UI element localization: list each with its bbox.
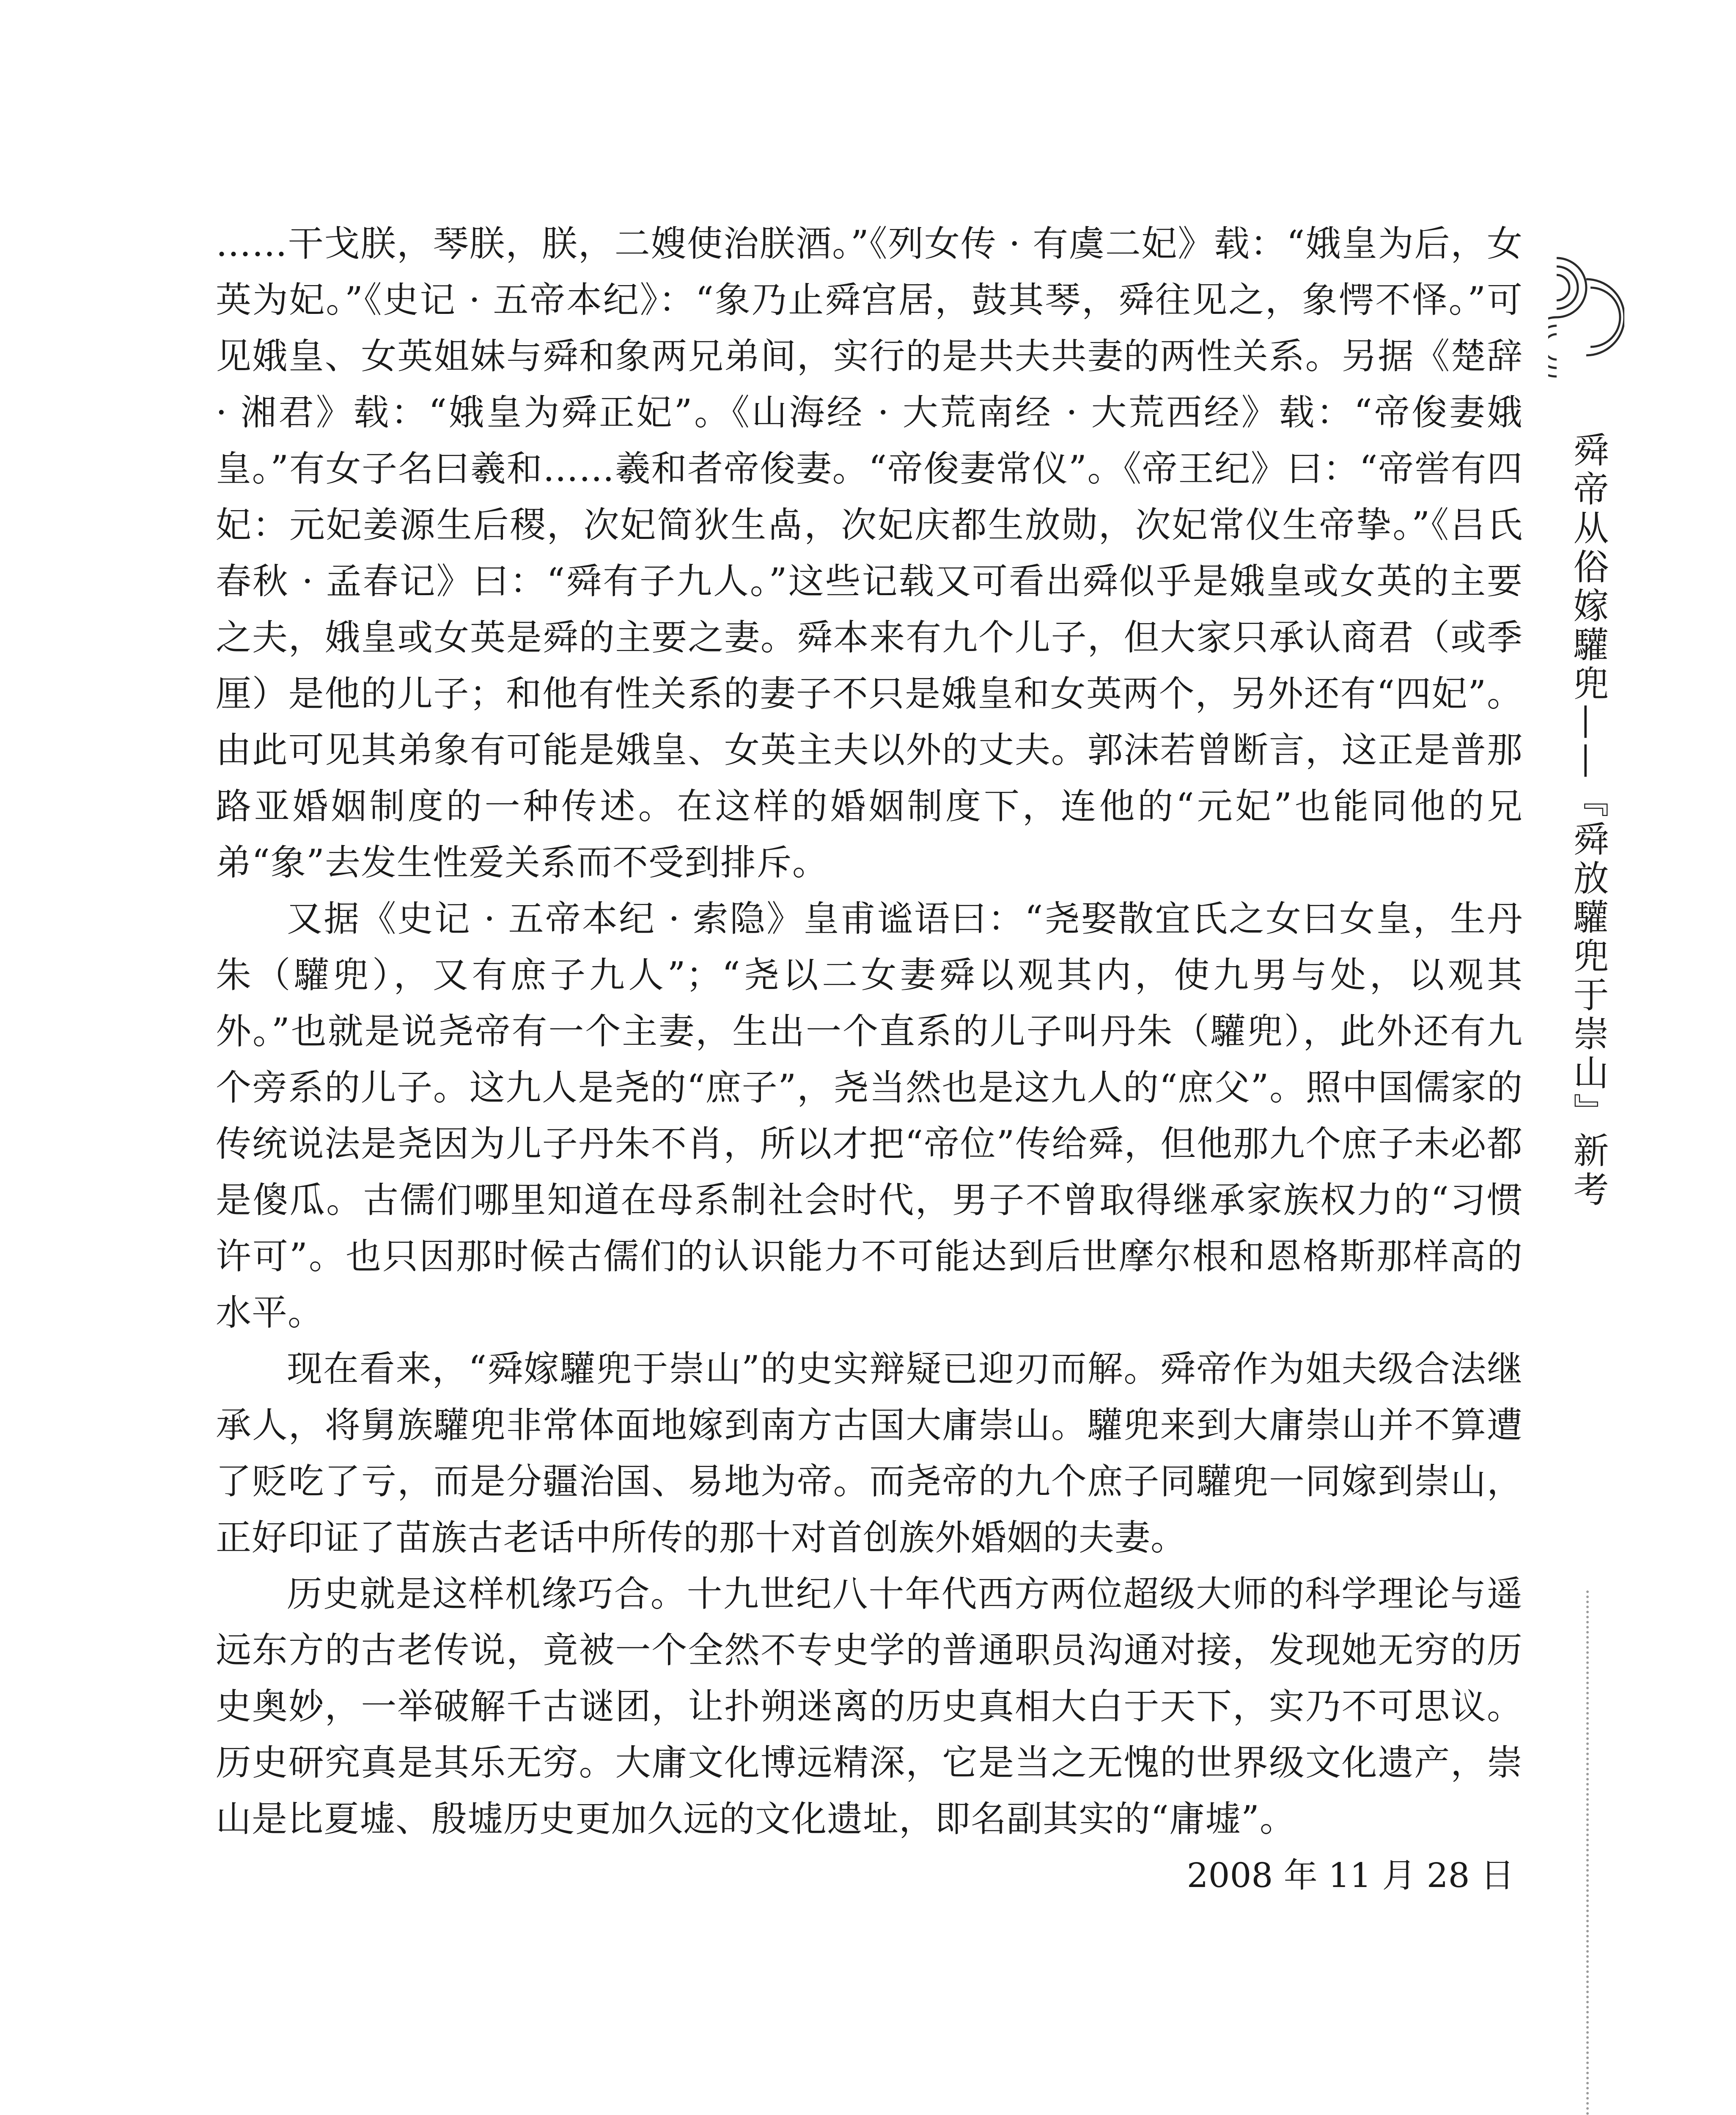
paragraph-1: ……干戈朕，琴朕，朕，二嫂使治朕酒。”《列女传 · 有虞二妃》载：“娥皇为后，女英为妃。”《史记 · 五帝本纪》：“象乃止舜宫居，鼓其琴，舜往见之，象愕不怿。”可见娥皇、女英姐妹与舜和象两兄弟间，实行的是共夫共妻的两性关系。另据《楚辞 · 湘君》载：“娥皇为舜正妃”。《山海经 · 大荒南经 · 大荒西经》载：“帝俊妻娥皇。”有女子名曰羲和……羲和者帝俊妻。“帝俊妻常仪”。《帝王纪》曰：“帝喾有四妃：元妃姜源生后稷，次妃简狄生卨，次妃庆都生放勋，次妃常仪生帝挚。”《吕氏春秋 · 孟春记》曰：“舜有子九人。”这些记载又可看出舜似乎是娥皇或女英的主要之夫，娥皇或女英是舜的主要之妻。舜本来有九个儿子，但大家只承认商君（或季厘）是他的儿子；和他有性关系的妻子不只是娥皇和女英两个，另外还有“四妃”。由此可见其弟象有可能是娥皇、女英主夫以外的丈夫。郭沫若曾断言，这正是普那路亚婚姻制度的一种传述。在这样的婚姻制度下，连他的“元妃”也能同他的兄弟“象”去发生性爱关系而不受到排斥。 bbox=[216, 223, 1523, 883]
margin-dotted-rule bbox=[1586, 1590, 1589, 2115]
cloud-ornament-icon bbox=[1548, 254, 1624, 381]
paragraph-4: 历史就是这样机缘巧合。十九世纪八十年代西方两位超级大师的科学理论与遥远东方的古老传说，竟被一个全然不专史学的普通职员沟通对接，发现她无穷的历史奥妙，一举破解千古谜团，让扑朔迷离的历史真相大白于天下，实乃不可思议。历史研究真是其乐无穷。大庸文化博远精深，它是当之无愧的世界级文化遗产，崇山是比夏墟、殷墟历史更加久远的文化遗址，即名副其实的“庸墟”。 bbox=[216, 1573, 1523, 1840]
body-text bbox=[216, 216, 1523, 1904]
paragraph-2: 又据《史记 · 五帝本纪 · 索隐》皇甫谧语曰：“尧娶散宜氏之女曰女皇，生丹朱（驩兜），又有庶子九人”；“尧以二女妻舜以观其内，使九男与处，以观其外。”也就是说尧帝有一个主妻，生出一个直系的儿子叫丹朱（驩兜），此外还有九个旁系的儿子。这九人是尧的“庶子”，尧当然也是这九人的“庶父”。照中国儒家的传统说法是尧因为儿子丹朱不肖，所以才把“帝位”传给舜，但他那九个庶子未必都是傻瓜。古儒们哪里知道在母系制社会时代，男子不曾取得继承家族权力的“习惯许可”。也只因那时候古儒们的认识能力不可能达到后世摩尔根和恩格斯那样高的水平。 bbox=[216, 898, 1523, 1333]
running-title: 舜帝从俗嫁驩兜——『舜放驩兜于崇山』新考 bbox=[1568, 431, 1609, 1210]
paragraph-3: 现在看来，“舜嫁驩兜于崇山”的史实辩疑已迎刃而解。舜帝作为姐夫级合法继承人，将舅族驩兜非常体面地嫁到南方古国大庸崇山。驩兜来到大庸崇山并不算遭了贬吃了亏，而是分疆治国、易地为帝。而尧帝的九个庶子同驩兜一同嫁到崇山，正好印证了苗族古老话中所传的那十对首创族外婚姻的夫妻。 bbox=[216, 1348, 1523, 1558]
date-line: 2008 年 11 月 28 日 bbox=[1187, 1856, 1514, 1895]
